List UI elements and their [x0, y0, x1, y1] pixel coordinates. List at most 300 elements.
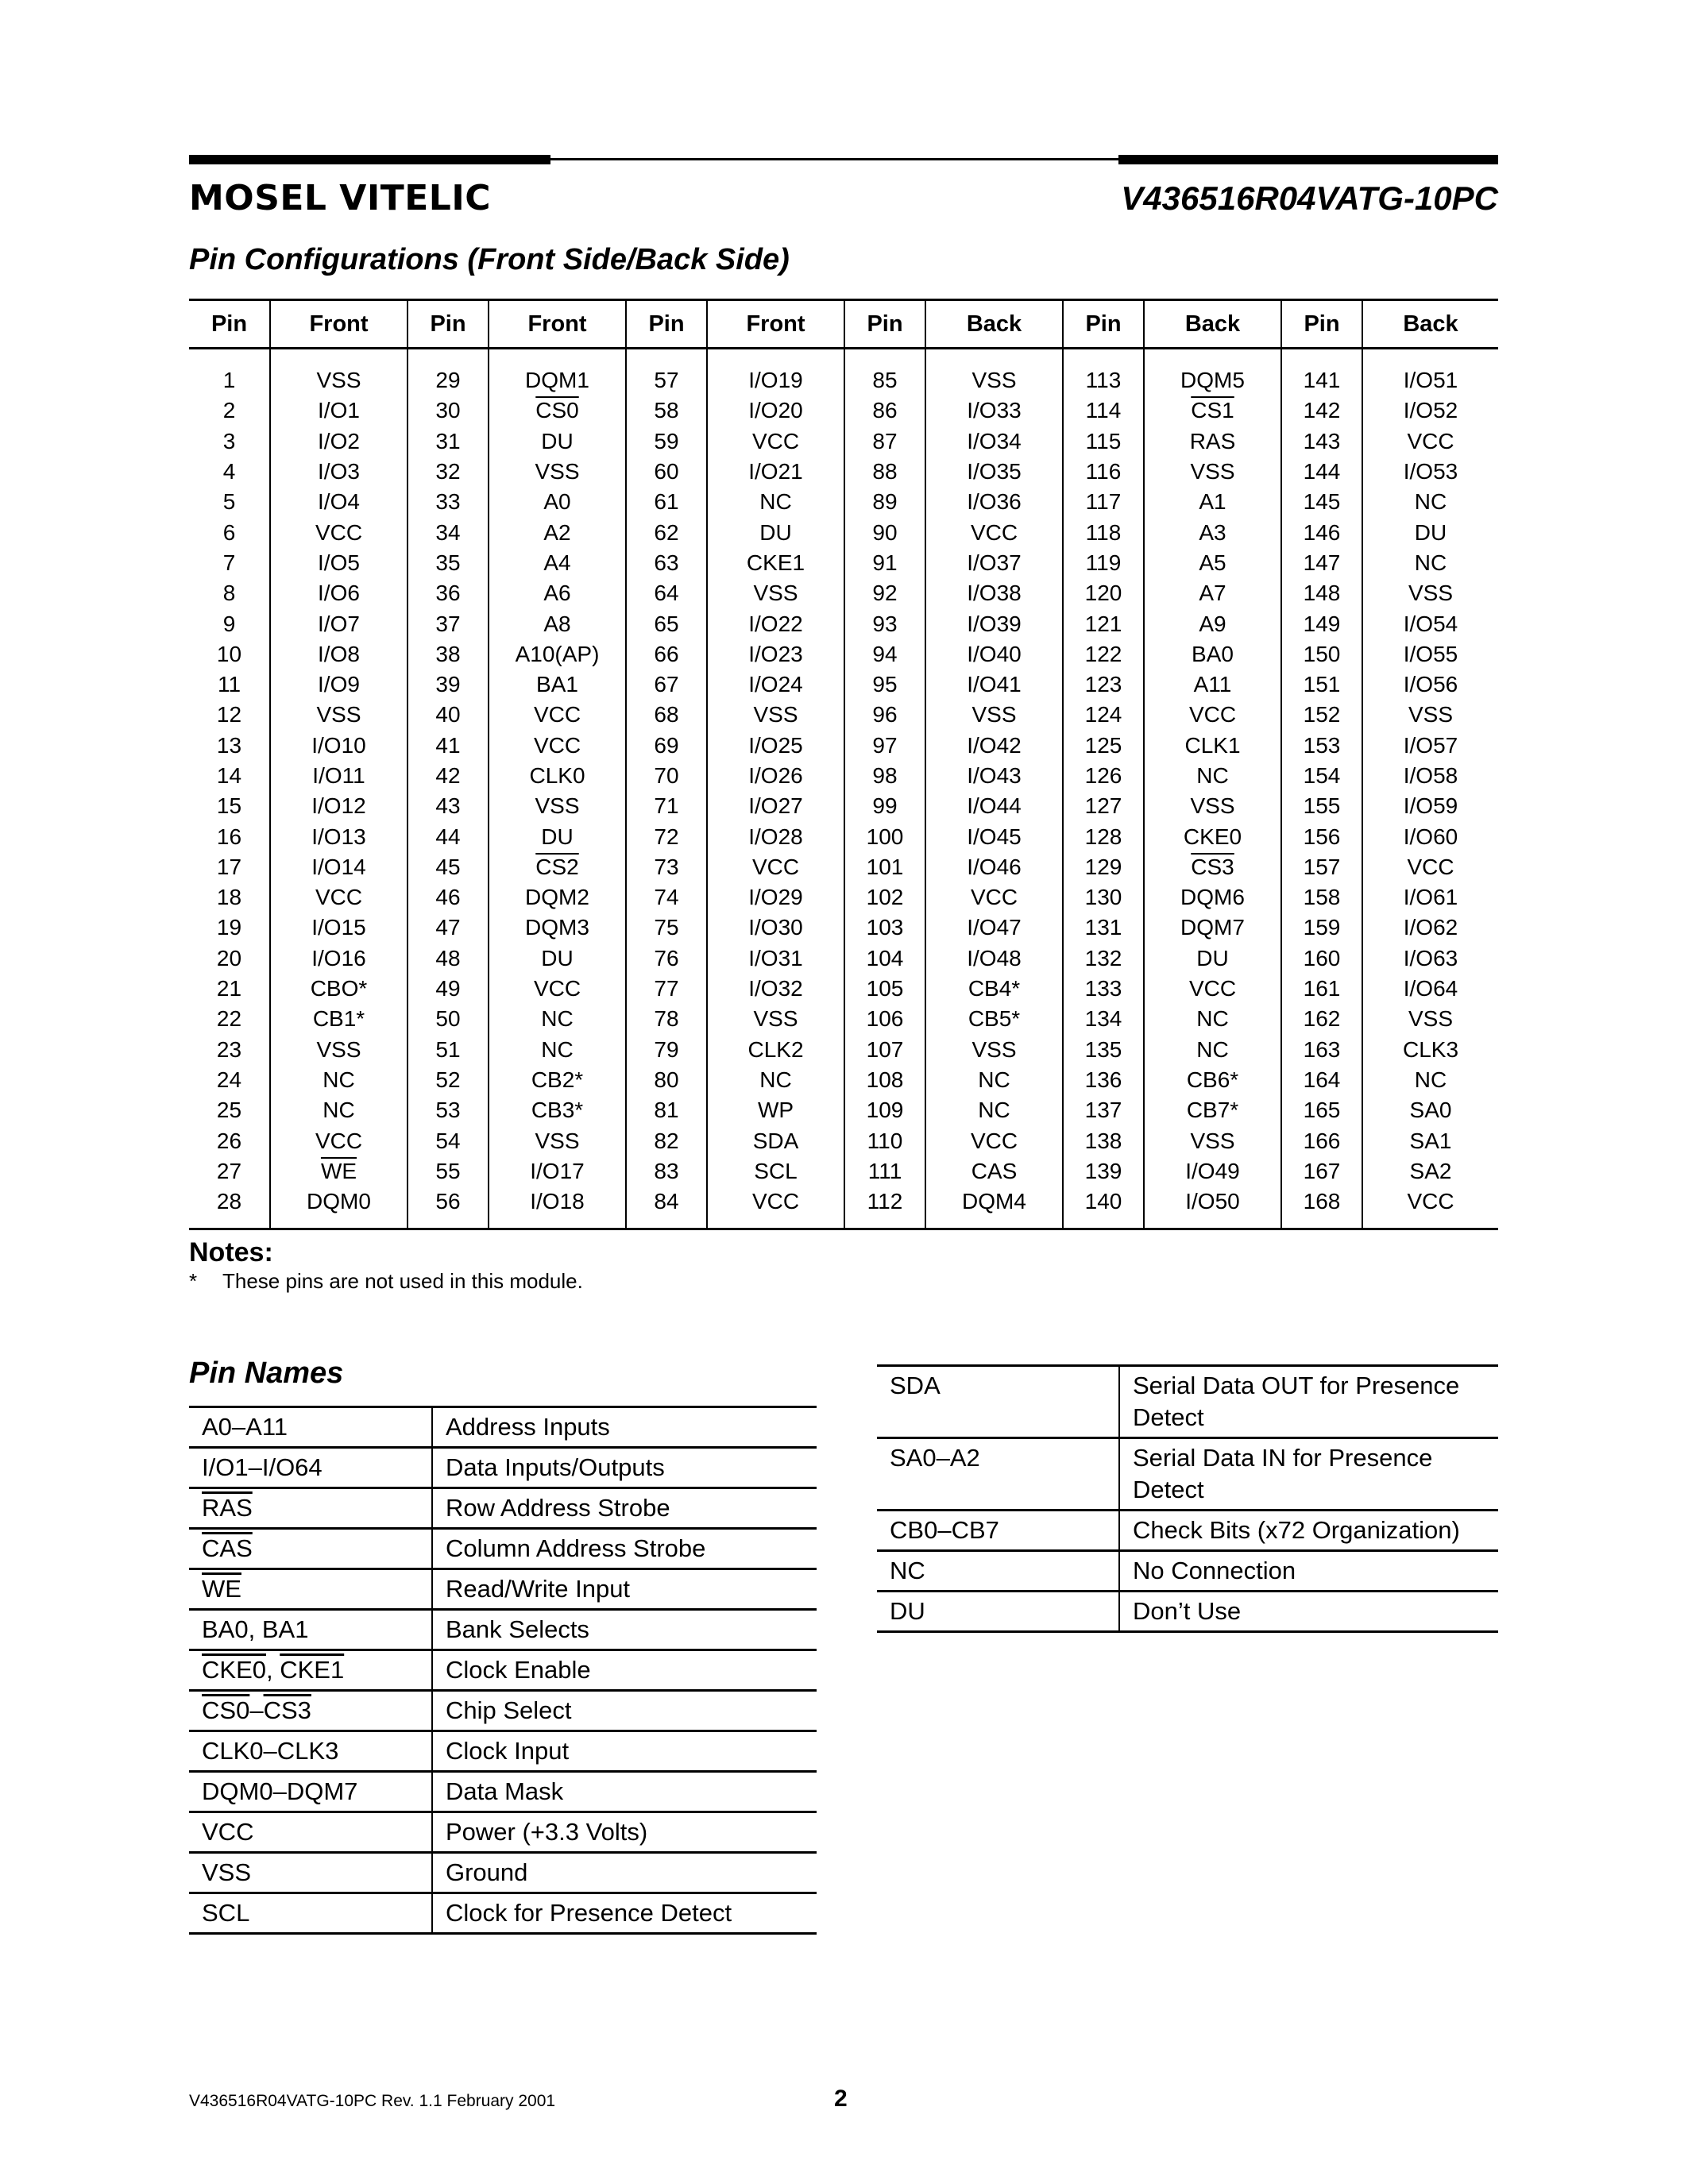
pin-name-description: Address Inputs — [432, 1407, 817, 1448]
pin-signal-cell: A4 — [489, 548, 626, 578]
pin-signal-cell: NC — [1362, 487, 1498, 517]
notes-title: Notes: — [189, 1237, 273, 1268]
pin-number-cell: 41 — [408, 731, 489, 761]
pin-number-cell: 118 — [1063, 517, 1144, 547]
pin-signal-cell: I/O29 — [707, 882, 844, 913]
pin-name-row — [189, 1610, 817, 1650]
pin-name-symbol: VSS — [189, 1853, 432, 1893]
pin-signal-cell: I/O55 — [1362, 639, 1498, 669]
pin-signal-cell: I/O46 — [925, 852, 1063, 882]
pin-signal-cell: VSS — [1362, 578, 1498, 608]
pin-signal-cell: A10(AP) — [489, 639, 626, 669]
pin-name-row — [189, 1893, 817, 1934]
pin-number-cell: 113 — [1063, 365, 1144, 396]
pin-number-cell: 153 — [1281, 731, 1362, 761]
pin-name-row — [189, 1569, 817, 1610]
pin-name-description: Serial Data OUT for Presence Detect — [1119, 1366, 1498, 1438]
pin-signal-cell: I/O7 — [270, 608, 408, 639]
pin-config-row — [189, 700, 1498, 730]
pin-name-symbol: BA0, BA1 — [189, 1610, 432, 1650]
pin-config-row — [189, 669, 1498, 700]
pin-number-cell: 83 — [626, 1156, 707, 1187]
pin-config-header-cell: Front — [489, 300, 626, 349]
pin-name-description: Serial Data IN for Presence Detect — [1119, 1438, 1498, 1511]
pin-number-cell: 27 — [216, 1158, 242, 1183]
pin-number-cell: 143 — [1281, 426, 1362, 457]
spacer-cell — [1362, 349, 1498, 366]
pin-signal-cell: CS2 — [489, 852, 626, 882]
pin-signal-cell: CB5* — [925, 1004, 1063, 1034]
pin-name-description: No Connection — [1119, 1551, 1498, 1592]
pin-number-cell: 75 — [626, 913, 707, 943]
brand-logo-text: MOSEL VITELIC — [189, 178, 491, 218]
pin-number-cell: 161 — [1281, 974, 1362, 1004]
pin-config-row — [189, 791, 1498, 821]
pin-signal-cell: CLK3 — [1362, 1035, 1498, 1065]
pin-signal-cell: VCC — [925, 882, 1063, 913]
pin-number-cell: 42 — [408, 761, 489, 791]
pin-config-bottom-pad — [189, 1217, 1498, 1229]
pin-name-symbol: $\overline{CAS}$ — [189, 1529, 432, 1569]
pin-signal-cell: I/O10 — [270, 731, 408, 761]
pin-signal-cell: I/O34 — [925, 426, 1063, 457]
pin-name-row — [189, 1812, 817, 1853]
spacer-cell — [1063, 349, 1144, 366]
pin-number-cell: 60 — [626, 457, 707, 487]
pin-signal-cell: A9 — [1144, 608, 1281, 639]
pin-signal-cell: NC — [1144, 761, 1281, 791]
pin-signal-cell: I/O44 — [925, 791, 1063, 821]
pin-number-cell: 119 — [1063, 548, 1144, 578]
pin-number-cell: 47 — [408, 913, 489, 943]
pin-signal-cell: I/O38 — [925, 578, 1063, 608]
pin-number-cell: 65 — [626, 608, 707, 639]
pin-number-cell: 20 — [216, 945, 242, 970]
pin-name-symbol: NC — [877, 1551, 1119, 1592]
pin-signal-cell: VCC — [1362, 426, 1498, 457]
pin-number-cell: 17 — [216, 854, 242, 879]
pin-signal-cell: NC — [1362, 1065, 1498, 1095]
pad-cell — [707, 1217, 844, 1229]
pin-number-cell: 38 — [408, 639, 489, 669]
pin-config-row — [189, 639, 1498, 669]
pin-name-row — [877, 1551, 1498, 1592]
pin-signal-cell: I/O28 — [707, 821, 844, 851]
pin-signal-cell: I/O22 — [707, 608, 844, 639]
pin-number-cell: 115 — [1063, 426, 1144, 457]
pin-signal-cell: NC — [270, 1095, 408, 1125]
pin-number-cell: 99 — [844, 791, 925, 821]
pin-signal-cell: DQM7 — [1144, 913, 1281, 943]
pin-number-cell: 21 — [216, 976, 242, 1001]
notes-item — [189, 1269, 583, 1294]
pin-signal-cell: VSS — [925, 365, 1063, 396]
pin-signal-cell: I/O54 — [1362, 608, 1498, 639]
pin-number-cell: 136 — [1063, 1065, 1144, 1095]
pin-signal-cell: VCC — [489, 700, 626, 730]
pin-number-cell: 52 — [408, 1065, 489, 1095]
pin-signal-cell: A2 — [489, 517, 626, 547]
pin-name-symbol: $\overline{RAS}$ — [189, 1488, 432, 1529]
pin-number-cell: 54 — [408, 1125, 489, 1156]
pin-signal-cell: NC — [489, 1035, 626, 1065]
pin-signal-cell: CS3 — [1144, 852, 1281, 882]
pin-signal-cell: I/O30 — [707, 913, 844, 943]
pin-config-header-cell: Front — [707, 300, 844, 349]
pin-number-cell: 69 — [626, 731, 707, 761]
pin-config-header-cell: Pin — [626, 300, 707, 349]
pin-signal-cell: VCC — [489, 731, 626, 761]
pin-number-cell: 158 — [1281, 882, 1362, 913]
pin-number-cell: 29 — [408, 365, 489, 396]
pin-config-row — [189, 821, 1498, 851]
pin-signal-cell: I/O9 — [270, 669, 408, 700]
pin-signal-cell: CAS — [925, 1156, 1063, 1187]
pin-number-cell: 142 — [1281, 396, 1362, 426]
pin-number-cell: 24 — [216, 1067, 242, 1092]
pin-signal-cell: DU — [489, 821, 626, 851]
pin-number-cell: 85 — [844, 365, 925, 396]
pin-number-cell: 106 — [844, 1004, 925, 1034]
pin-signal-cell: A6 — [489, 578, 626, 608]
pin-config-row — [189, 548, 1498, 578]
pin-signal-cell: DQM6 — [1144, 882, 1281, 913]
pin-number-cell: 148 — [1281, 578, 1362, 608]
pin-number-cell: 35 — [408, 548, 489, 578]
pin-number-cell: 4 — [222, 459, 236, 484]
pin-name-symbol: DU — [877, 1592, 1119, 1632]
pin-signal-cell: I/O53 — [1362, 457, 1498, 487]
pin-number-cell: 156 — [1281, 821, 1362, 851]
pin-config-row — [189, 852, 1498, 882]
pin-number-cell: 125 — [1063, 731, 1144, 761]
pin-number-cell: 123 — [1063, 669, 1144, 700]
pin-number-cell: 74 — [626, 882, 707, 913]
pin-number-cell: 19 — [216, 915, 242, 940]
pin-signal-cell: VSS — [489, 791, 626, 821]
pin-config-header-cell: Pin — [408, 300, 489, 349]
pin-number-cell: 51 — [408, 1035, 489, 1065]
pin-config-header-cell: Pin — [189, 300, 270, 349]
pin-number-cell: 37 — [408, 608, 489, 639]
pin-config-row — [189, 1095, 1498, 1125]
pin-signal-cell: CLK0 — [489, 761, 626, 791]
pin-signal-cell: VCC — [270, 1125, 408, 1156]
pin-number-cell: 50 — [408, 1004, 489, 1034]
pin-signal-cell: VCC — [925, 1125, 1063, 1156]
pin-signal-cell: VSS — [1144, 457, 1281, 487]
pin-number-cell: 81 — [626, 1095, 707, 1125]
pin-config-row — [189, 426, 1498, 457]
pin-signal-cell: DQM5 — [1144, 365, 1281, 396]
pin-number-cell: 22 — [216, 1006, 242, 1032]
pad-cell — [489, 1217, 626, 1229]
pin-signal-cell: DQM4 — [925, 1187, 1063, 1217]
pin-signal-cell: I/O20 — [707, 396, 844, 426]
pin-signal-cell: I/O39 — [925, 608, 1063, 639]
pin-signal-cell: I/O52 — [1362, 396, 1498, 426]
pin-number-cell: 3 — [222, 428, 236, 453]
pin-signal-cell: I/O25 — [707, 731, 844, 761]
pin-signal-cell: VCC — [707, 852, 844, 882]
pin-number-cell: 144 — [1281, 457, 1362, 487]
pin-signal-cell: I/O3 — [270, 457, 408, 487]
pad-cell — [626, 1217, 707, 1229]
pin-name-symbol: A0–A11 — [189, 1407, 432, 1448]
pin-number-cell: 139 — [1063, 1156, 1144, 1187]
pin-number-cell: 160 — [1281, 943, 1362, 974]
pin-name-description: Data Inputs/Outputs — [432, 1448, 817, 1488]
pin-signal-cell: VSS — [707, 1004, 844, 1034]
pin-number-cell: 152 — [1281, 700, 1362, 730]
pin-signal-cell: I/O8 — [270, 639, 408, 669]
pin-number-cell: 100 — [844, 821, 925, 851]
spacer-cell — [707, 349, 844, 366]
pin-config-header-cell: Pin — [1063, 300, 1144, 349]
note-marker: * — [189, 1269, 198, 1293]
pin-number-cell: 55 — [408, 1156, 489, 1187]
pin-number-cell: 80 — [626, 1065, 707, 1095]
pin-signal-cell: VSS — [707, 700, 844, 730]
pin-name-row — [189, 1650, 817, 1691]
pin-signal-cell: CLK1 — [1144, 731, 1281, 761]
pin-config-row — [189, 457, 1498, 487]
pin-signal-cell: CB3* — [489, 1095, 626, 1125]
header-rule-thin — [550, 158, 1118, 160]
page-number: 2 — [834, 2086, 848, 2112]
pin-config-row — [189, 974, 1498, 1004]
spacer-cell — [408, 349, 489, 366]
pin-number-cell: 57 — [626, 365, 707, 396]
pin-number-cell: 12 — [216, 702, 242, 727]
pin-name-symbol: CB0–CB7 — [877, 1511, 1119, 1551]
pin-signal-cell: RAS — [1144, 426, 1281, 457]
pin-signal-cell: CB1* — [270, 1004, 408, 1034]
pin-signal-cell: CB6* — [1144, 1065, 1281, 1095]
pin-number-cell: 66 — [626, 639, 707, 669]
pin-signal-cell: I/O47 — [925, 913, 1063, 943]
pin-number-cell: 33 — [408, 487, 489, 517]
pin-signal-cell: VSS — [925, 700, 1063, 730]
pin-number-cell: 129 — [1063, 852, 1144, 882]
pin-number-cell: 43 — [408, 791, 489, 821]
pin-name-description: Clock Enable — [432, 1650, 817, 1691]
pin-number-cell: 88 — [844, 457, 925, 487]
pin-number-cell: 162 — [1281, 1004, 1362, 1034]
pin-signal-cell: I/O5 — [270, 548, 408, 578]
pin-name-symbol: CKE0, CKE1 — [189, 1650, 432, 1691]
pin-signal-cell: I/O41 — [925, 669, 1063, 700]
pin-config-row — [189, 731, 1498, 761]
pin-signal-cell: I/O58 — [1362, 761, 1498, 791]
pin-signal-cell: I/O15 — [270, 913, 408, 943]
pin-number-cell: 59 — [626, 426, 707, 457]
pin-number-cell: 14 — [216, 763, 242, 788]
pin-signal-cell: SDA — [707, 1125, 844, 1156]
pin-number-cell: 11 — [217, 672, 241, 697]
pin-signal-cell: I/O27 — [707, 791, 844, 821]
pin-config-header-cell: Back — [1144, 300, 1281, 349]
pin-signal-cell: VSS — [925, 1035, 1063, 1065]
pin-signal-cell: VCC — [925, 517, 1063, 547]
pin-config-header-cell: Pin — [844, 300, 925, 349]
pin-name-description: Bank Selects — [432, 1610, 817, 1650]
pin-number-cell: 61 — [626, 487, 707, 517]
pin-name-row — [877, 1511, 1498, 1551]
pin-number-cell: 164 — [1281, 1065, 1362, 1095]
pin-number-cell: 103 — [844, 913, 925, 943]
pin-number-cell: 98 — [844, 761, 925, 791]
pin-signal-cell: CLK2 — [707, 1035, 844, 1065]
pin-name-row — [877, 1592, 1498, 1632]
pin-signal-cell: I/O2 — [270, 426, 408, 457]
pin-number-cell: 134 — [1063, 1004, 1144, 1034]
pin-signal-cell: WP — [707, 1095, 844, 1125]
pin-number-cell: 64 — [626, 578, 707, 608]
pin-signal-cell: DU — [489, 426, 626, 457]
pin-signal-cell: I/O19 — [707, 365, 844, 396]
pad-cell — [925, 1217, 1063, 1229]
pin-signal-cell: CBO* — [270, 974, 408, 1004]
pin-number-cell: 131 — [1063, 913, 1144, 943]
pin-name-symbol: CS0–CS3 — [189, 1691, 432, 1731]
pin-name-row — [189, 1691, 817, 1731]
pin-config-body — [189, 349, 1498, 1229]
pin-signal-cell: I/O36 — [925, 487, 1063, 517]
pin-name-symbol: CLK0–CLK3 — [189, 1731, 432, 1772]
pin-signal-cell: DU — [1362, 517, 1498, 547]
pin-config-row — [189, 1004, 1498, 1034]
pin-signal-cell: I/O45 — [925, 821, 1063, 851]
pin-signal-cell: DU — [707, 517, 844, 547]
pin-number-cell: 16 — [216, 824, 242, 849]
pin-signal-cell: I/O63 — [1362, 943, 1498, 974]
pin-signal-cell: I/O21 — [707, 457, 844, 487]
pin-names-table-right — [877, 1364, 1498, 1633]
pin-number-cell: 137 — [1063, 1095, 1144, 1125]
pin-name-description: Row Address Strobe — [432, 1488, 817, 1529]
pin-config-row — [189, 1187, 1498, 1217]
pin-number-cell: 157 — [1281, 852, 1362, 882]
pin-signal-cell: DQM2 — [489, 882, 626, 913]
pin-number-cell: 124 — [1063, 700, 1144, 730]
pin-number-cell: 86 — [844, 396, 925, 426]
pin-signal-cell: I/O40 — [925, 639, 1063, 669]
pin-number-cell: 15 — [216, 793, 242, 819]
pin-signal-cell: I/O4 — [270, 487, 408, 517]
pin-names-title: Pin Names — [189, 1356, 344, 1390]
pin-name-description: Clock for Presence Detect — [432, 1893, 817, 1934]
pad-cell — [189, 1217, 270, 1229]
pin-config-spacer-row — [189, 349, 1498, 366]
pin-number-cell: 13 — [216, 732, 242, 758]
pin-number-cell: 110 — [844, 1125, 925, 1156]
spacer-cell — [189, 349, 270, 366]
pin-number-cell: 127 — [1063, 791, 1144, 821]
spacer-cell — [626, 349, 707, 366]
pin-signal-cell: I/O23 — [707, 639, 844, 669]
pin-number-cell: 73 — [626, 852, 707, 882]
pin-signal-cell: I/O64 — [1362, 974, 1498, 1004]
pin-number-cell: 62 — [626, 517, 707, 547]
pin-config-row — [189, 396, 1498, 426]
pin-signal-cell: I/O57 — [1362, 731, 1498, 761]
pin-signal-cell: I/O50 — [1144, 1187, 1281, 1217]
pin-signal-cell: SA2 — [1362, 1156, 1498, 1187]
pin-names-table-left — [189, 1406, 817, 1935]
pin-signal-cell: VSS — [270, 365, 408, 396]
pin-number-cell: 104 — [844, 943, 925, 974]
pin-name-symbol: $\overline{WE}$ — [189, 1569, 432, 1610]
pin-signal-cell: I/O42 — [925, 731, 1063, 761]
pin-signal-cell: VSS — [489, 1125, 626, 1156]
pin-number-cell: 145 — [1281, 487, 1362, 517]
pin-name-description: Chip Select — [432, 1691, 817, 1731]
pin-signal-cell: NC — [925, 1095, 1063, 1125]
pin-number-cell: 36 — [408, 578, 489, 608]
pin-signal-cell: I/O12 — [270, 791, 408, 821]
pin-number-cell: 163 — [1281, 1035, 1362, 1065]
pin-signal-cell: I/O62 — [1362, 913, 1498, 943]
pin-signal-cell: VCC — [270, 882, 408, 913]
pin-number-cell: 154 — [1281, 761, 1362, 791]
pin-name-row — [189, 1488, 817, 1529]
pin-number-cell: 28 — [216, 1189, 242, 1214]
pin-config-row — [189, 943, 1498, 974]
pin-signal-cell: VCC — [489, 974, 626, 1004]
pin-config-row — [189, 761, 1498, 791]
pin-signal-cell: A0 — [489, 487, 626, 517]
pin-number-cell: 117 — [1063, 487, 1144, 517]
pin-number-cell: 84 — [626, 1187, 707, 1217]
pin-number-cell: 8 — [222, 581, 236, 606]
pin-signal-cell: NC — [925, 1065, 1063, 1095]
pin-signal-cell: NC — [707, 487, 844, 517]
pin-signal-cell: NC — [1362, 548, 1498, 578]
pin-number-cell: 126 — [1063, 761, 1144, 791]
pin-signal-cell: I/O37 — [925, 548, 1063, 578]
pin-signal-cell: I/O26 — [707, 761, 844, 791]
pin-config-row — [189, 1125, 1498, 1156]
pin-number-cell: 151 — [1281, 669, 1362, 700]
pin-number-cell: 68 — [626, 700, 707, 730]
pin-name-symbol: SCL — [189, 1893, 432, 1934]
pin-number-cell: 166 — [1281, 1125, 1362, 1156]
pin-number-cell: 94 — [844, 639, 925, 669]
pin-config-row — [189, 1156, 1498, 1187]
pin-number-cell: 140 — [1063, 1187, 1144, 1217]
pin-number-cell: 9 — [222, 611, 236, 636]
pad-cell — [844, 1217, 925, 1229]
pin-signal-cell: I/O1 — [270, 396, 408, 426]
header-rule-right — [1118, 155, 1498, 164]
pin-config-row — [189, 882, 1498, 913]
spacer-cell — [925, 349, 1063, 366]
pin-name-symbol: SDA — [877, 1366, 1119, 1438]
footer-doc-info: V436516R04VATG-10PC Rev. 1.1 February 2001 — [189, 2092, 556, 2110]
pin-signal-cell: I/O35 — [925, 457, 1063, 487]
pin-number-cell: 63 — [626, 548, 707, 578]
pin-number-cell: 78 — [626, 1004, 707, 1034]
pad-cell — [1144, 1217, 1281, 1229]
pin-number-cell: 71 — [626, 791, 707, 821]
pin-signal-cell: I/O31 — [707, 943, 844, 974]
pin-number-cell: 18 — [216, 885, 242, 910]
pin-signal-cell: A5 — [1144, 548, 1281, 578]
pin-signal-cell: DQM3 — [489, 913, 626, 943]
pin-number-cell: 76 — [626, 943, 707, 974]
pin-number-cell: 114 — [1063, 396, 1144, 426]
